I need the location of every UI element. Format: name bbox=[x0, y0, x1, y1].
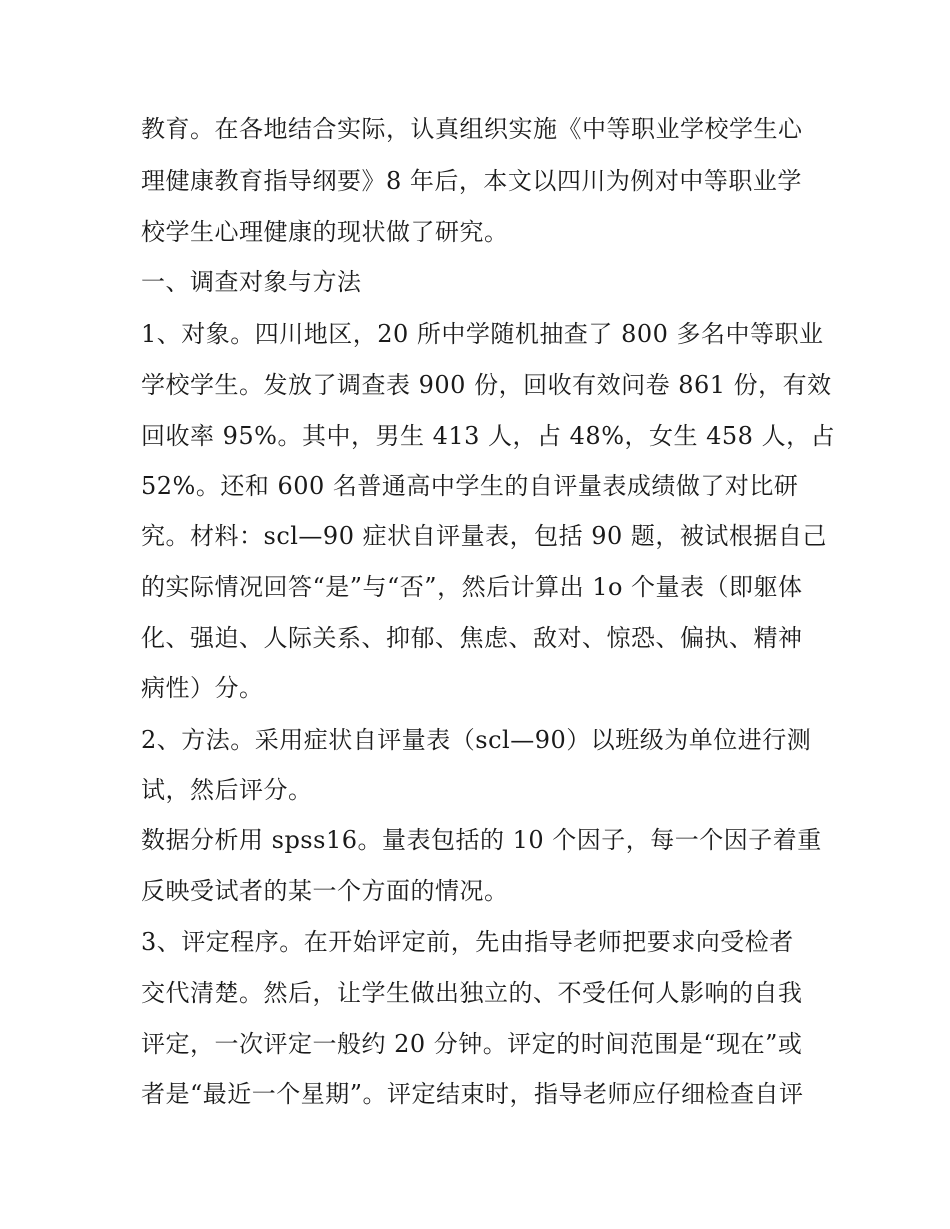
text-line: 2、方法。采用症状自评量表（scl—90）以班级为单位进行测 bbox=[141, 726, 812, 754]
text-line: 理健康教育指导纲要》8 年后，本文以四川为例对中等职业学 bbox=[141, 167, 802, 195]
text-line: 的实际情况回答“是”与“否”，然后计算出 1o 个量表（即躯体 bbox=[141, 573, 803, 601]
text-line: 病性）分。 bbox=[141, 674, 264, 702]
text-line: 52%。还和 600 名普通高中学生的自评量表成绩做了对比研 bbox=[141, 472, 799, 500]
text-line: 者是“最近一个星期”。评定结束时，指导老师应仔细检查自评 bbox=[141, 1080, 804, 1108]
text-line: 究。材料：scl—90 症状自评量表，包括 90 题，被试根据自己 bbox=[141, 522, 827, 550]
text-line: 反映受试者的某一个方面的情况。 bbox=[141, 877, 509, 905]
text-line: 交代清楚。然后，让学生做出独立的、不受任何人影响的自我 bbox=[141, 979, 803, 1007]
text-line: 1、对象。四川地区，20 所中学随机抽查了 800 多名中等职业 bbox=[141, 320, 824, 348]
text-line: 数据分析用 spss16。量表包括的 10 个因子，每一个因子着重 bbox=[141, 826, 822, 854]
text-line: 3、评定程序。在开始评定前，先由指导老师把要求向受检者 bbox=[141, 928, 794, 956]
text-line: 学校学生。发放了调查表 900 份，回收有效问卷 861 份，有效 bbox=[141, 371, 832, 399]
text-line: 回收率 95%。其中，男生 413 人，占 48%，女生 458 人，占 bbox=[141, 422, 836, 450]
text-line: 化、强迫、人际关系、抑郁、焦虑、敌对、惊恐、偏执、精神 bbox=[141, 624, 803, 652]
text-line: 教育。在各地结合实际，认真组织实施《中等职业学校学生心 bbox=[141, 115, 803, 143]
text-line: 试，然后评分。 bbox=[141, 776, 313, 804]
text-line: 评定，一次评定一般约 20 分钟。评定的时间范围是“现在”或 bbox=[141, 1030, 803, 1058]
section-heading: 一、调查对象与方法 bbox=[141, 268, 362, 296]
text-line: 校学生心理健康的现状做了研究。 bbox=[141, 218, 509, 246]
